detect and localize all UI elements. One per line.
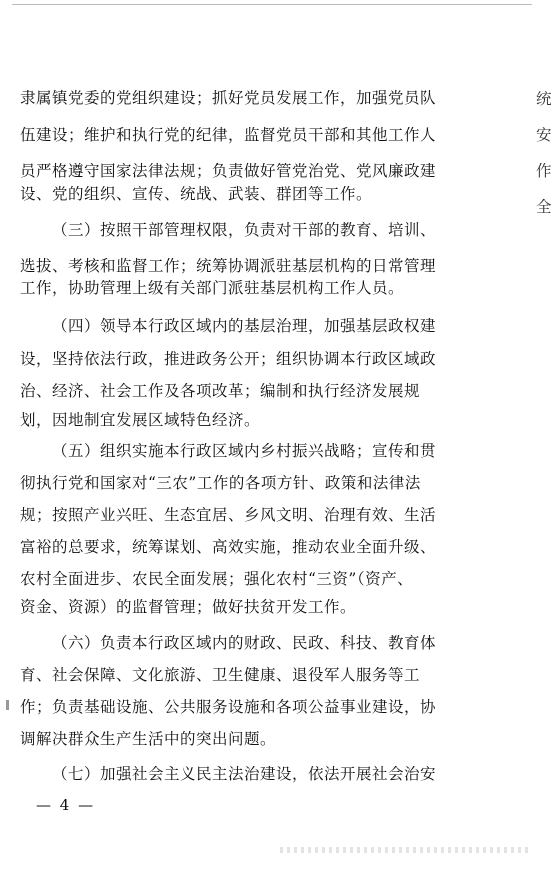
body-line: 伍建设；维护和执行党的纪律，监督党员干部和其他工作人 — [20, 126, 437, 144]
body-line: 设、党的组织、宣传、统战、武装、群团等工作。 — [20, 185, 373, 203]
adjacent-page-fragment: 统 — [536, 90, 552, 108]
body-line: 作；负责基础设施、公共服务设施和各项公益事业建设，协 — [20, 698, 437, 716]
adjacent-page-fragment: 全 — [536, 198, 552, 216]
body-line: 治、经济、社会工作及各项改革；编制和执行经济发展规 — [20, 382, 421, 400]
paragraph-first-line: （五）组织实施本行政区域内乡村振兴战略；宣传和贯 — [52, 442, 437, 460]
paragraph-first-line: （四）领导本行政区域内的基层治理，加强基层政权建 — [52, 317, 437, 335]
body-line: 选拔、考核和监督工作；统筹协调派驻基层机构的日常管理 — [20, 257, 437, 275]
body-line: 规；按照产业兴旺、生态宜居、乡风文明、治理有效、生活 — [20, 506, 437, 524]
body-line: 划，因地制宜发展区域特色经济。 — [20, 411, 261, 429]
paragraph-first-line: （三）按照干部管理权限，负责对干部的教育、培训、 — [52, 221, 437, 239]
body-line: 隶属镇党委的党组织建设；抓好党员发展工作，加强党员队 — [20, 89, 437, 107]
page-number: — 4 — — [36, 796, 96, 814]
scan-mark — [6, 700, 9, 710]
body-line: 彻执行党和国家对“三农”工作的各项方针、政策和法律法 — [20, 474, 421, 492]
body-line: 工作，协助管理上级有关部门派驻基层机构工作人员。 — [20, 279, 405, 297]
top-border — [12, 4, 532, 5]
body-line: 育、社会保障、文化旅游、卫生健康、退役军人服务等工 — [20, 666, 421, 684]
body-line: 员严格遵守国家法律法规；负责做好管党治党、党风廉政建 — [20, 162, 437, 180]
body-line: 资金、资源）的监督管理；做好扶贫开发工作。 — [20, 598, 357, 616]
paragraph-first-line: （六）负责本行政区域内的财政、民政、科技、教育体 — [52, 634, 437, 652]
paragraph-first-line: （七）加强社会主义民主法治建设，依法开展社会治安 — [52, 765, 437, 783]
body-line: 农村全面进步、农民全面发展；强化农村“三资”（资产、 — [20, 570, 414, 588]
adjacent-page-fragment: 作 — [536, 162, 552, 180]
scan-noise — [280, 847, 530, 853]
adjacent-page-fragment: 安 — [536, 126, 552, 144]
body-line: 调解决群众生产生活中的突出问题。 — [20, 730, 277, 748]
body-line: 富裕的总要求，统筹谋划、高效实施，推动农业全面升级、 — [20, 538, 437, 556]
body-line: 设，坚持依法行政，推进政务公开；组织协调本行政区域政 — [20, 350, 437, 368]
